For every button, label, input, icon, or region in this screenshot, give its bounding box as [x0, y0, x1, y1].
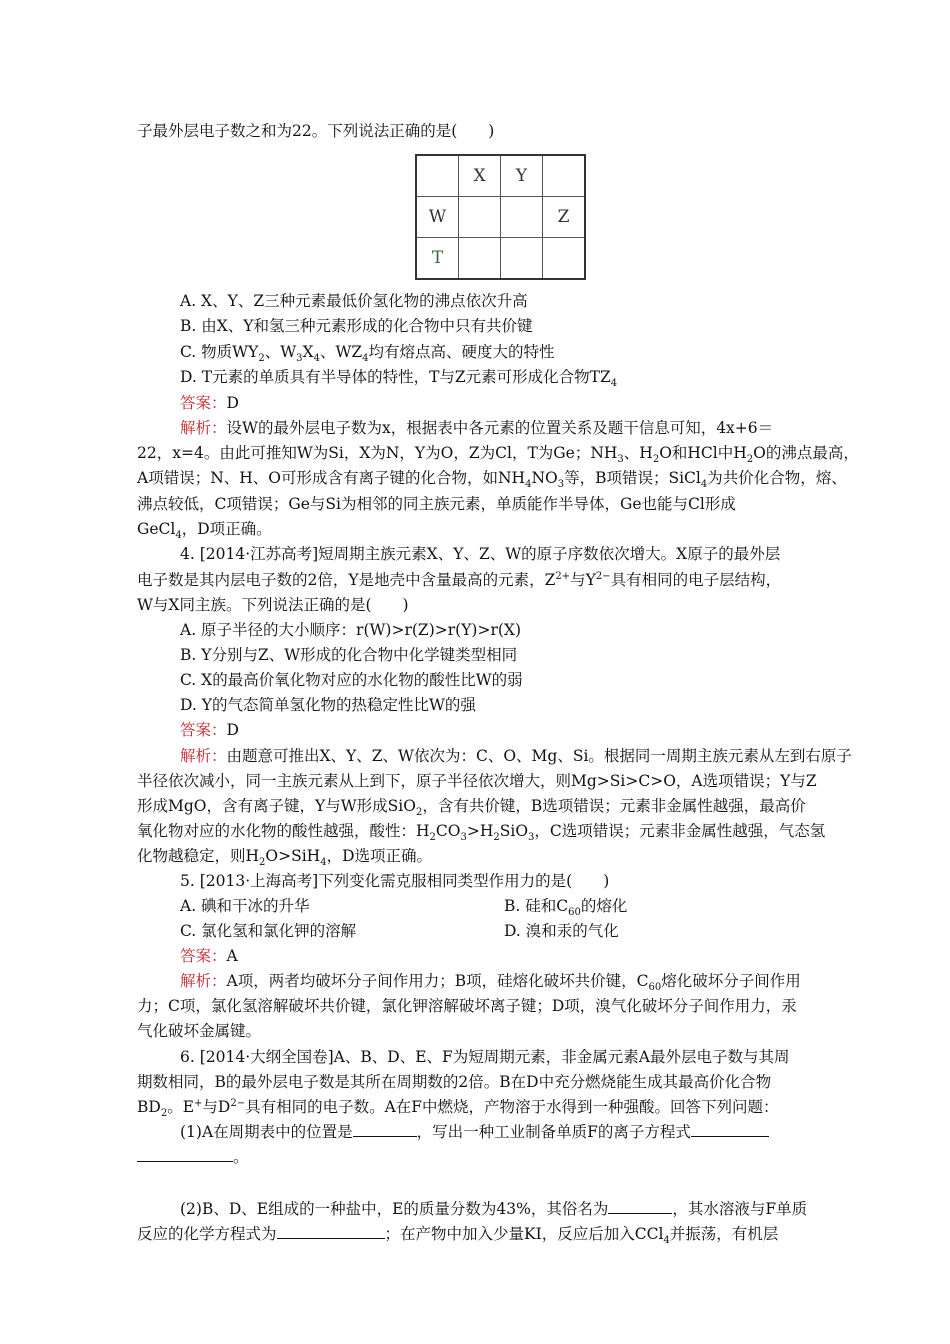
- q5-analysis-line: 力；C项，氯化氢溶解破坏共价键，氯化钾溶解破坏离子键；D项，溴气化破坏分子间作用力，汞: [137, 997, 797, 1015]
- q4-analysis-line: 氧化物对应的水化物的酸性越强，酸性：$H_2CO_3>H_2SiO_3$，C选项错误；元素非金属性越强，气态氢: [137, 822, 826, 844]
- q4-option-c: C. X的最高价氧化物对应的水化物的酸性比W的弱: [180, 671, 523, 689]
- q4-option-b: B. Y分别与Z、W形成的化合物中化学键类型相同: [180, 646, 518, 664]
- q6-part2: (2)B、D、E组成的一种盐中，E的质量分数为43%，其俗名为 ，其水溶液与F单质: [180, 1200, 808, 1218]
- q6-stem: $BD_2$。E+与$D^{2-}$具有相同的电子数。A在F中燃烧，产物溶于水得到一种强酸。回答下列问题：: [137, 1097, 779, 1120]
- q5-option-c: C. 氯化氢和氯化钾的溶解: [180, 922, 357, 940]
- q5-option-d: D. 溴和汞的气化: [504, 922, 619, 940]
- q4-option-d: D. Y的气态简单氢化物的热稳定性比W的强: [180, 696, 476, 714]
- q4-analysis-line: 解析：由题意可推出X、Y、Z、W依次为：C、O、Mg、Si。根据同一周期主族元素从左到右原子: [180, 747, 852, 765]
- table-cell: [416, 155, 459, 197]
- q3-analysis-line: A项错误；N、H、O可形成含有离子键的化合物，如$NH_4NO_3$等，B项错误；SiCl$_4$为共价化合物，熔、: [137, 469, 847, 491]
- q5-analysis-line: 气化破坏金属键。: [137, 1022, 262, 1040]
- table-cell: T: [416, 238, 459, 280]
- q6-part1-cont: 。: [137, 1147, 249, 1167]
- q4-analysis-line: 形成MgO，含有离子键，Y与W形成SiO$_2$，含有共价键，B选项错误；元素非金属性越强，最高价: [137, 797, 806, 819]
- q4-stem: 4. [2014·江苏高考]短周期主族元素X、Y、Z、W的原子序数依次增大。X原子的最外层: [180, 545, 781, 563]
- table-cell: Y: [501, 155, 543, 197]
- q4-analysis-line: 化物越稳定，则$H_2O>SiH_4$，D选项正确。: [137, 847, 433, 869]
- q3-answer: 答案：D: [180, 394, 239, 412]
- table-cell: [459, 238, 501, 280]
- q4-stem: 电子数是其内层电子数的2倍，Y是地壳中含量最高的元素，$Z^{2+}$与$Y^{2-}$具有相同的电子层结构，: [137, 570, 782, 589]
- q5-answer: 答案：A: [180, 947, 238, 965]
- q3-analysis-line: 沸点较低，C项错误；Ge与Si为相邻的同主族元素，单质能作半导体，Ge也能与Cl形成: [137, 495, 736, 513]
- q5-option-b: B. 硅和$C_{60}$的熔化: [504, 897, 628, 919]
- q5-analysis-line: 解析：A项，两者均破坏分子间作用力；B项，硅熔化破坏共价键，$C_{60}$熔化破坏分子间作用: [180, 972, 801, 994]
- answer-blank[interactable]: [691, 1122, 769, 1137]
- q4-answer: 答案：D: [180, 721, 239, 739]
- q6-part1: (1)A在周期表中的位置是 ，写出一种工业制备单质F的离子方程式: [180, 1122, 769, 1142]
- periodic-table-grid: [415, 154, 586, 280]
- table-cell: [501, 238, 543, 280]
- table-cell: Z: [543, 197, 586, 238]
- answer-blank[interactable]: [353, 1122, 417, 1137]
- q3-analysis-line: 解析：设W的最外层电子数为x，根据表中各元素的位置关系及题干信息可知，4x+6＝: [180, 419, 774, 437]
- answer-blank[interactable]: [137, 1147, 233, 1162]
- table-cell: X: [459, 155, 501, 197]
- table-cell: [543, 155, 586, 197]
- answer-blank[interactable]: [608, 1199, 672, 1214]
- q3-option-d: D. T元素的单质具有半导体的特性，T与Z元素可形成化合物$TZ_4$: [180, 368, 618, 390]
- q4-stem: W与X同主族。下列说法正确的是( ): [137, 596, 409, 614]
- q4-analysis-line: 半径依次减小，同一主族元素从上到下，原子半径依次增大，则Mg>Si>C>O，A选项错误；Y与Z: [137, 772, 817, 790]
- answer-blank[interactable]: [277, 1224, 385, 1239]
- table-cell: W: [416, 197, 459, 238]
- q3-stem-end: 子最外层电子数之和为22。下列说法正确的是( ): [137, 122, 495, 140]
- q3-option-b: B. 由X、Y和氢三种元素形成的化合物中只有共价键: [180, 317, 533, 335]
- q3-analysis-line: 22，x=4。由此可推知W为Si，X为N，Y为O，Z为Cl，T为Ge；$NH_3$、$H_2O$和HCl中$H_2O$的沸点最高，: [137, 444, 859, 466]
- table-cell: [501, 197, 543, 238]
- q3-option-c: C. 物质$WY_2$、$W_3X_4$、$WZ_4$均有熔点高、硬度大的特性: [180, 343, 555, 365]
- q6-stem: 期数相同，B的最外层电子数是其所在周期数的2倍。B在D中充分燃烧能生成其最高价化合物: [137, 1073, 772, 1091]
- q6-stem: 6. [2014·大纲全国卷]A、B、D、E、F为短周期元素，非金属元素A最外层电子数与其周: [180, 1048, 790, 1066]
- q5-stem: 5. [2013·上海高考]下列变化需克服相同类型作用力的是( ): [180, 872, 610, 890]
- q6-part2-cont: 反应的化学方程式为 ；在产物中加入少量KI，反应后加入CCl$_4$并振荡，有机层: [137, 1225, 779, 1247]
- table-cell: [543, 238, 586, 280]
- q5-option-a: A. 碘和干冰的升华: [180, 897, 310, 915]
- q3-option-a: A. X、Y、Z三种元素最低价氢化物的沸点依次升高: [180, 292, 528, 310]
- q3-analysis-line: GeCl$_4$，D项正确。: [137, 520, 272, 542]
- table-cell: [459, 197, 501, 238]
- q4-option-a: A. 原子半径的大小顺序：r(W)>r(Z)>r(Y)>r(X): [180, 621, 521, 639]
